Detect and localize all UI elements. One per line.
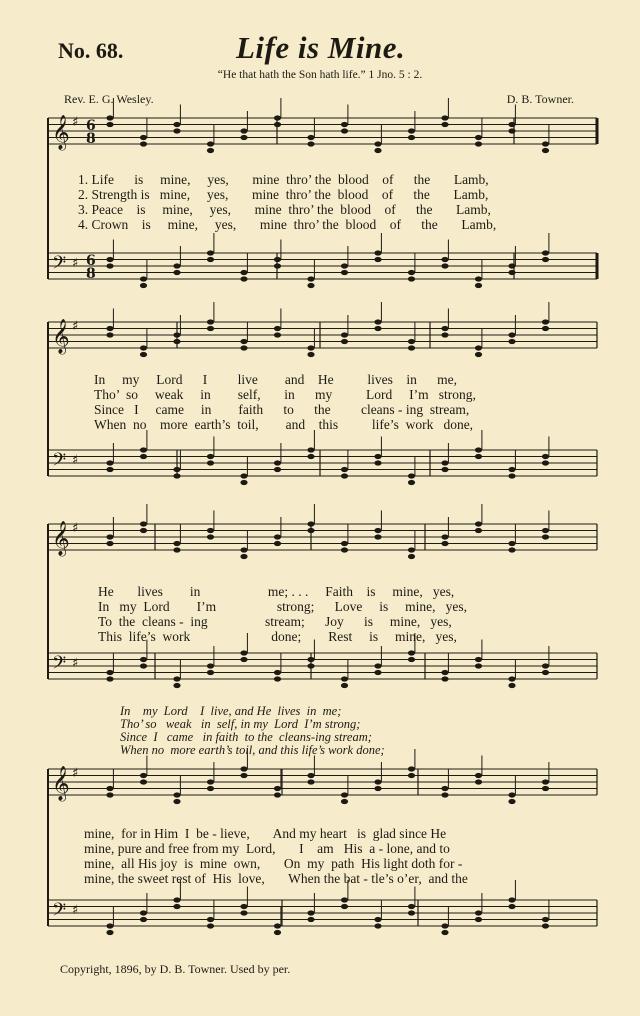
note-head [207,923,214,928]
note-head [374,257,381,262]
note-head [374,319,381,324]
note-head [240,657,247,662]
note-head [542,319,549,324]
note-head [508,332,515,337]
note-head [173,799,180,804]
note-head [274,534,281,539]
verse-line: 4. Crown is mine, yes, mine thro’ the blood of the Lamb, [78,217,497,232]
note-head [542,663,549,668]
verse-line: In my Lord I live and He lives in me, [94,372,457,387]
note-head [475,663,482,668]
note-head [173,897,180,902]
note-head [274,122,281,127]
note-head [475,135,482,140]
note-head [508,547,515,552]
note-head [106,122,113,127]
note-head [408,276,415,281]
treble-clef-icon: 𝄞 [52,319,70,354]
note-head [307,663,314,668]
note-head [106,332,113,337]
note-head [173,128,180,133]
note-head [508,263,515,268]
note-head [475,352,482,357]
note-head [374,670,381,675]
tenor-line: When no more earth’s toil, and this life’s work done; [120,743,385,757]
note-head [341,541,348,546]
note-head [207,670,214,675]
note-head [307,447,314,452]
note-head [140,528,147,533]
note-head [374,779,381,784]
note-head [274,676,281,681]
bass-clef-icon: 𝄢 [52,900,67,925]
note-head [408,910,415,915]
note-head [207,141,214,146]
note-head [341,547,348,552]
note-head [542,141,549,146]
note-head [274,786,281,791]
note-head [508,904,515,909]
bass-clef-icon: 𝄢 [52,253,67,278]
note-head [274,332,281,337]
note-head [207,528,214,533]
note-head [441,257,448,262]
note-head [173,904,180,909]
note-head [542,528,549,533]
note-head [542,250,549,255]
note-head [240,270,247,275]
note-head [374,460,381,465]
sharp-icon: ♯ [72,656,79,671]
author-credit: Rev. E. G. Wesley. [64,92,154,106]
sharp-icon: ♯ [72,115,79,130]
note-head [508,541,515,546]
note-head [508,270,515,275]
note-head [341,467,348,472]
note-head [106,467,113,472]
note-head [441,930,448,935]
note-head [140,779,147,784]
note-head [106,115,113,120]
note-head [106,541,113,546]
note-head [542,534,549,539]
verse-line: Tho’ so weak in self, in my Lord I’m strong, [94,387,476,402]
note-head [240,766,247,771]
note-head [106,930,113,935]
note-head [274,257,281,262]
note-head [441,115,448,120]
verse-line: When no more earth’s toil, and this life’s work done, [94,417,474,432]
note-head [207,917,214,922]
note-head [307,910,314,915]
note-head [508,897,515,902]
sharp-icon: ♯ [72,521,79,536]
verse-line: This life’s work done; Rest is mine, yes, [98,629,457,644]
note-head [408,128,415,133]
note-head [441,786,448,791]
note-head [240,473,247,478]
note-head [307,283,314,288]
treble-clef-icon: 𝄞 [52,521,70,556]
note-head [173,792,180,797]
verse-line: mine, pure and free from my Lord, I am His a - lone, and to [84,841,450,856]
note-head [475,910,482,915]
note-head [173,541,180,546]
note-head [341,473,348,478]
note-head [341,799,348,804]
note-head [274,460,281,465]
note-head [173,263,180,268]
note-head [106,460,113,465]
note-head [408,345,415,350]
verse-line: mine, the sweet rest of His love, When the bat - tle’s o’er, and the [84,871,468,886]
note-head [240,904,247,909]
note-head [307,917,314,922]
note-head [140,276,147,281]
note-head [274,326,281,331]
note-head [207,786,214,791]
note-head [475,345,482,350]
note-head [374,917,381,922]
note-head [307,773,314,778]
note-head [408,480,415,485]
verse-line: 2. Strength is mine, yes, mine thro’ the blood of the Lamb, [78,187,489,202]
note-head [408,135,415,140]
note-head [341,332,348,337]
note-head [542,454,549,459]
note-head [374,454,381,459]
note-head [341,683,348,688]
note-head [542,257,549,262]
note-head [274,467,281,472]
note-head [475,447,482,452]
note-head [240,480,247,485]
note-head [173,122,180,127]
note-head [106,326,113,331]
note-head [475,521,482,526]
note-head [441,467,448,472]
note-head [542,917,549,922]
note-head [475,276,482,281]
verse-line: 3. Peace is mine, yes, mine thro’ the blood of the Lamb, [78,202,491,217]
note-head [274,263,281,268]
note-head [341,339,348,344]
note-head [173,339,180,344]
note-head [307,779,314,784]
time-signature: 6 [86,118,96,134]
time-signature: 8 [86,266,96,282]
tenor-line: In my Lord I live, and He lives in me; [120,704,342,718]
note-head [475,773,482,778]
note-head [374,663,381,668]
note-head [173,473,180,478]
note-head [542,670,549,675]
note-head [542,148,549,153]
note-head [542,786,549,791]
note-head [106,786,113,791]
note-head [374,250,381,255]
note-head [106,257,113,262]
note-head [441,676,448,681]
note-head [508,122,515,127]
note-head [307,521,314,526]
note-head [508,339,515,344]
note-head [240,547,247,552]
note-head [207,319,214,324]
note-head [140,135,147,140]
note-head [542,460,549,465]
note-head [140,917,147,922]
note-head [274,541,281,546]
note-head [441,460,448,465]
note-head [140,773,147,778]
note-head [508,799,515,804]
note-head [140,345,147,350]
note-head [408,473,415,478]
note-head [441,326,448,331]
note-head [307,276,314,281]
note-head [240,910,247,915]
note-head [140,447,147,452]
note-head [508,467,515,472]
verse-line: mine, for in Him I be - lieve, And my heart is glad since He [84,826,447,841]
note-head [207,454,214,459]
sharp-icon: ♯ [72,903,79,918]
note-head [408,773,415,778]
note-head [274,670,281,675]
note-head [307,345,314,350]
note-head [441,792,448,797]
note-head [274,115,281,120]
note-head [307,135,314,140]
note-head [106,534,113,539]
note-head [106,792,113,797]
note-head [240,554,247,559]
note-head [140,657,147,662]
note-head [207,460,214,465]
note-head [240,135,247,140]
note-head [475,779,482,784]
note-head [274,792,281,797]
note-head [140,910,147,915]
note-head [207,534,214,539]
verse-line: 1. Life is mine, yes, mine thro’ the blood of the Lamb, [78,172,489,187]
note-head [307,657,314,662]
bass-clef-icon: 𝄢 [52,450,67,475]
note-head [374,141,381,146]
note-head [475,657,482,662]
note-head [106,670,113,675]
note-head [240,345,247,350]
note-head [341,676,348,681]
scripture-epigraph: “He that hath the Son hath life.” 1 Jno. 5 : 2. [217,69,423,81]
note-head [341,263,348,268]
note-head [408,904,415,909]
note-head [441,534,448,539]
note-head [508,473,515,478]
note-head [374,923,381,928]
time-signature: 8 [86,131,96,147]
sharp-icon: ♯ [72,766,79,781]
note-head [173,270,180,275]
verse-line: To the cleans - ing stream; Joy is mine, yes, [98,614,452,629]
note-head [240,339,247,344]
note-head [475,528,482,533]
note-head [441,263,448,268]
note-head [374,148,381,153]
note-head [475,917,482,922]
note-head [341,897,348,902]
note-head [173,332,180,337]
note-head [374,326,381,331]
note-head [475,454,482,459]
treble-clef-icon: 𝄞 [52,766,70,801]
note-head [140,521,147,526]
note-head [106,923,113,928]
tenor-line: Tho’ so weak in self, in my Lord I’m strong; [120,717,361,731]
note-head [240,276,247,281]
sharp-icon: ♯ [72,453,79,468]
note-head [240,128,247,133]
note-head [341,128,348,133]
sharp-icon: ♯ [72,319,79,334]
note-head [173,676,180,681]
note-head [508,128,515,133]
note-head [307,352,314,357]
note-head [140,454,147,459]
verse-line: He lives in me; . . . Faith is mine, yes, [98,584,455,599]
note-head [173,547,180,552]
note-head [475,283,482,288]
note-head [307,454,314,459]
verse-line: Since I came in faith to the cleans - ing stream, [94,402,470,417]
note-head [274,930,281,935]
note-head [374,534,381,539]
verse-line: mine, all His joy is mine own, On my path His light doth for - [84,856,463,871]
treble-clef-icon: 𝄞 [52,115,70,150]
note-head [408,650,415,655]
note-head [341,792,348,797]
note-head [508,676,515,681]
note-head [408,270,415,275]
composer-credit: D. B. Towner. [506,92,574,106]
note-head [441,122,448,127]
verse-line: In my Lord I’m strong; Love is mine, yes, [98,599,467,614]
sharp-icon: ♯ [72,256,79,271]
note-head [542,779,549,784]
note-head [508,792,515,797]
note-head [441,541,448,546]
note-head [441,923,448,928]
note-head [307,141,314,146]
bass-clef-icon: 𝄢 [52,653,67,678]
note-head [207,148,214,153]
note-head [207,326,214,331]
note-head [307,528,314,533]
note-head [106,676,113,681]
note-head [542,326,549,331]
hymn-number: No. 68. [58,38,124,63]
note-head [173,683,180,688]
note-head [274,923,281,928]
note-head [475,141,482,146]
note-head [240,650,247,655]
note-head [441,670,448,675]
copyright-notice: Copyright, 1896, by D. B. Towner. Used by per. [60,962,291,976]
note-head [408,657,415,662]
note-head [106,263,113,268]
note-head [408,766,415,771]
note-head [140,663,147,668]
note-head [374,528,381,533]
note-head [341,904,348,909]
note-head [542,923,549,928]
note-head [441,332,448,337]
note-head [207,663,214,668]
note-head [408,339,415,344]
note-head [408,547,415,552]
note-head [374,786,381,791]
note-head [240,773,247,778]
note-head [508,683,515,688]
note-head [140,352,147,357]
note-head [207,257,214,262]
note-head [140,141,147,146]
note-head [207,250,214,255]
tenor-line: Since I came in faith to the cleans-ing stream; [120,730,372,744]
note-head [173,467,180,472]
note-head [408,554,415,559]
note-head [341,122,348,127]
time-signature: 6 [86,253,96,269]
hymn-title: Life is Mine. [236,30,406,65]
note-head [341,270,348,275]
note-head [207,779,214,784]
note-head [140,283,147,288]
